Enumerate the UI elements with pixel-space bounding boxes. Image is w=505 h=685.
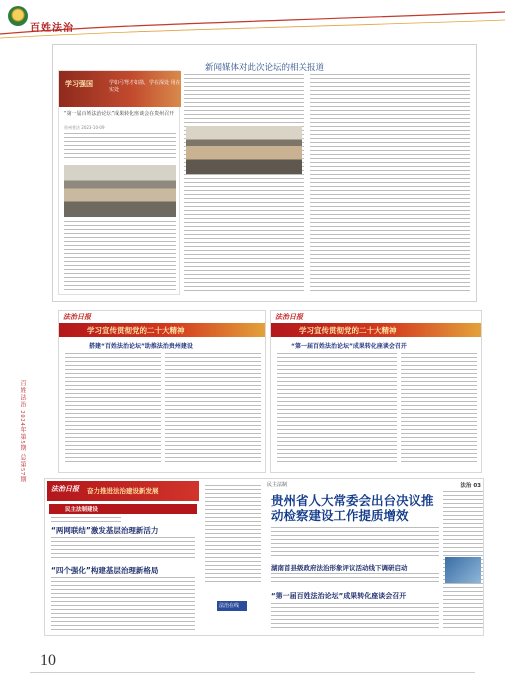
theme-band-text: 学习宣传贯彻党的二十大精神: [87, 326, 185, 335]
article-column: [310, 74, 470, 294]
article-column: [51, 517, 121, 523]
sub-headline-2: “第一届百姓法治论坛”成果转化座谈会召开: [271, 592, 407, 600]
post-paragraph: [64, 133, 176, 161]
post-banner: [59, 71, 181, 107]
page-header: [0, 0, 505, 44]
theme-band-text: 学习宣传贯彻党的二十大精神: [299, 326, 397, 335]
newspaper-middle-column: [203, 481, 263, 633]
newspaper-name: 法治日报: [51, 484, 79, 493]
wechat-post-screenshot: [58, 70, 180, 295]
article-column: [51, 577, 195, 631]
newspaper-clip-left: [58, 310, 266, 473]
post-banner-slogan: 学如弓弩才如箭，学在深处 用在实处: [109, 80, 181, 93]
post-paragraph: [64, 221, 176, 291]
article-column: [184, 74, 304, 294]
meeting-photo: [64, 165, 176, 217]
clip-headline: 搭建“百姓法治论坛”助推法治贵州建设: [89, 343, 193, 350]
side-issue-text: 百姓法治 2024年第5期 总第57期: [19, 380, 25, 483]
magazine-title: 百姓法治: [30, 23, 74, 34]
newspaper-right-column: [267, 481, 483, 633]
newspaper-left-column: [47, 481, 199, 633]
page-section-label: 民主法制: [267, 482, 288, 488]
column-label: [217, 601, 247, 611]
newspaper-name: 法治日报: [275, 312, 303, 321]
article-column: [271, 603, 439, 631]
left-headline-1: “两网联结”激发基层治理新活力: [51, 526, 159, 535]
header-swoosh: [0, 0, 505, 44]
section-tag: [49, 504, 197, 514]
section-tag-text: 民主法制建设: [65, 507, 99, 513]
article-column: [205, 485, 261, 585]
magazine-logo-icon: [8, 6, 28, 26]
sub-headline-1: 湖南首县级政府法治形象评议活动线下调研启动: [271, 564, 408, 572]
newspaper-name: 法治日报: [63, 312, 91, 321]
theme-band: [59, 323, 265, 337]
main-headline: 贵州省人大常委会出台决议推动检察建设工作提质增效: [271, 493, 434, 523]
newspaper-clip-right: [270, 310, 482, 473]
left-headline-2: “四个强化”构建基层治理新格局: [51, 566, 159, 575]
clip-headline: “第一届百姓法治论坛”成果转化座谈会召开: [291, 343, 407, 350]
clip-body: [277, 353, 397, 465]
column-label-text: 法治在线: [219, 603, 240, 609]
meeting-photo: [186, 126, 302, 174]
post-banner-title: 学习强国: [65, 80, 93, 88]
masthead-slogan: 奋力推进法治建设新发展: [87, 487, 159, 495]
theme-band: [271, 323, 481, 337]
post-meta: 贵州普法 2023-10-09: [64, 125, 105, 130]
section-title: 新闻媒体对此次论坛的相关报道: [204, 63, 324, 73]
article-column: [271, 527, 439, 557]
clip-body: [401, 353, 477, 465]
newspaper-page: [44, 478, 484, 636]
newspaper-masthead: [47, 481, 199, 501]
page-number: 10: [40, 652, 56, 669]
clip-body: [165, 353, 261, 465]
page-number-label: 法治 03: [460, 483, 481, 489]
article-column: [271, 573, 439, 585]
post-title: “第一届百姓法治论坛”成果转化座谈会在贵州召开: [64, 111, 175, 117]
footer-rule: [30, 672, 475, 673]
article-column: [51, 537, 195, 559]
clip-body: [65, 353, 161, 465]
news-photo: [445, 557, 481, 583]
